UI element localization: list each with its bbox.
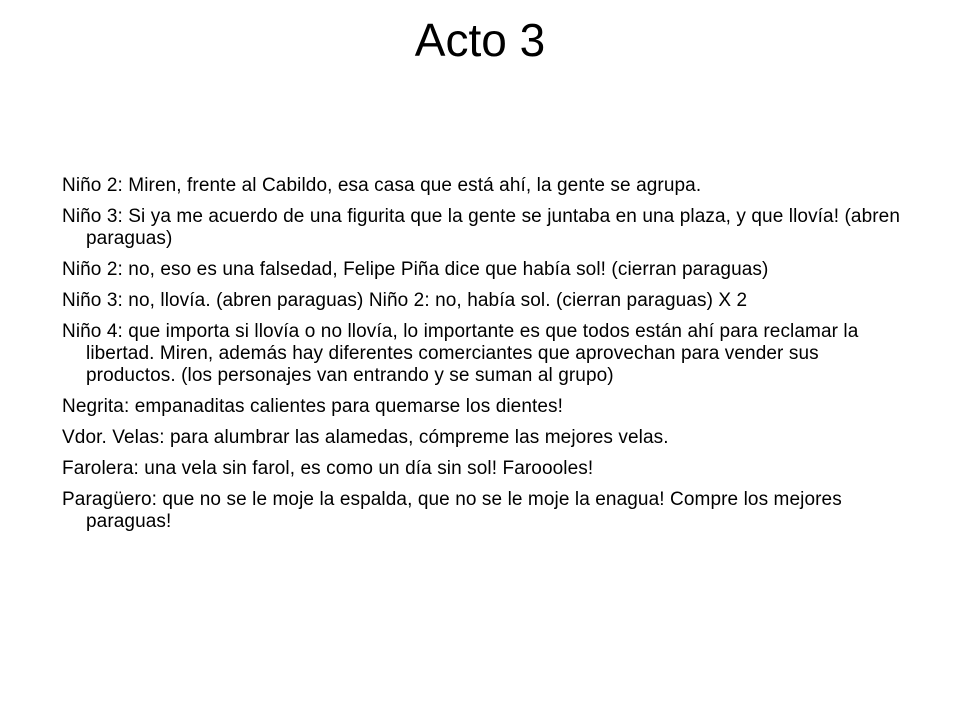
dialogue-line: Negrita: empanaditas calientes para quemarse los dientes!: [62, 396, 564, 417]
dialogue-line: Niño 3: Si ya me acuerdo de una figurita que la gente se juntaba en una plaza, y que llovía! (abren paraguas): [62, 206, 901, 249]
dialogue-line: Niño 2: no, eso es una falsedad, Felipe Piña dice que había sol! (cierran paraguas): [62, 259, 769, 280]
dialogue-line: Farolera: una vela sin farol, es como un día sin sol! Faroooles!: [62, 458, 594, 479]
dialogue-line: Niño 2: Miren, frente al Cabildo, esa casa que está ahí, la gente se agrupa.: [62, 175, 702, 196]
dialogue-line: Niño 4: que importa si llovía o no llovía, lo importante es que todos están ahí para reclamar la libertad. Miren, además hay diferentes comerciantes que aprovechan para vender sus productos. (los personajes van entrando y se suman al grupo): [62, 321, 859, 386]
script-dialogue-list: [62, 175, 912, 542]
dialogue-line: Vdor. Velas: para alumbrar las alamedas, cómpreme las mejores velas.: [62, 427, 669, 448]
dialogue-line: Niño 3: no, llovía. (abren paraguas) Niño 2: no, había sol. (cierran paraguas) X 2: [62, 290, 748, 311]
slide-title: Acto 3: [414, 14, 546, 66]
dialogue-line: Paragüero: que no se le moje la espalda, que no se le moje la enagua! Compre los mejores paraguas!: [62, 489, 842, 532]
